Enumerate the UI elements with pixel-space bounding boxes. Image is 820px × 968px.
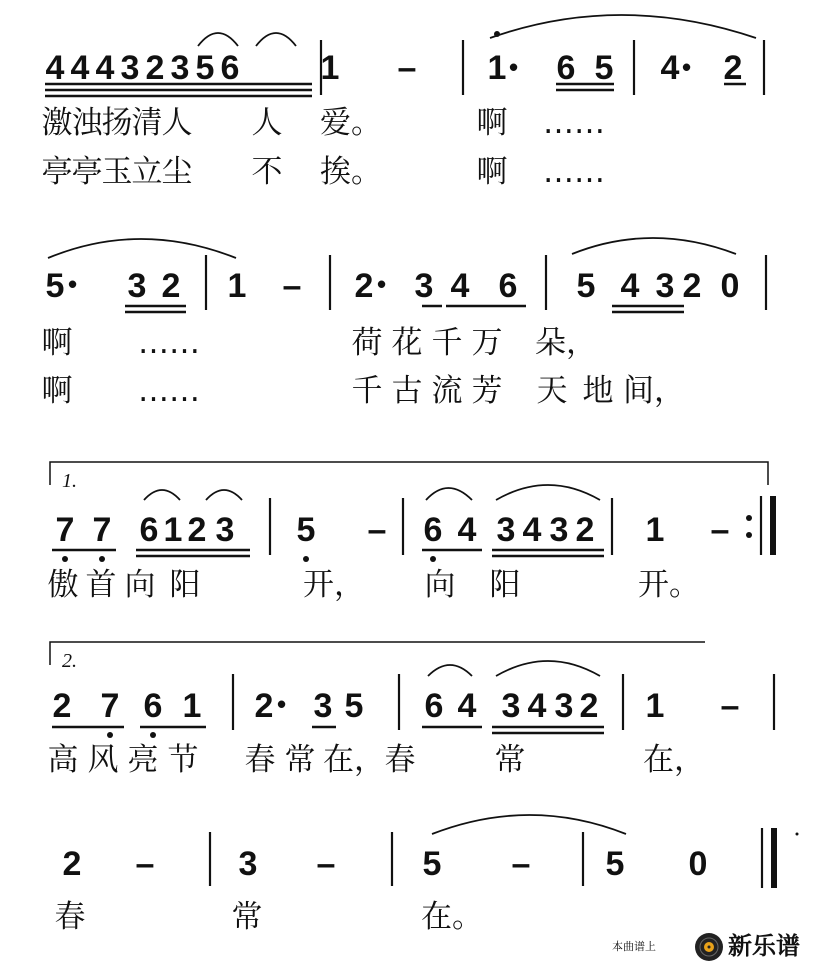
jianpu-note: 1 — [487, 49, 507, 87]
jianpu-note: 1 — [645, 511, 665, 549]
low-octave-dot — [430, 556, 436, 562]
jianpu-note: 1 — [182, 687, 202, 725]
low-octave-dot — [150, 732, 156, 738]
jianpu-note: 4 — [95, 49, 115, 87]
jianpu-note: 2 — [52, 687, 72, 725]
jianpu-note: 3 — [549, 511, 569, 549]
lyric-syllable: 亭 — [71, 154, 103, 190]
augmentation-dot: • — [277, 689, 287, 719]
jianpu-note: 3 — [215, 511, 235, 549]
lyric-syllable: 在。 — [421, 899, 483, 935]
jianpu-note: 5 — [576, 267, 596, 305]
jianpu-note: 1 — [227, 267, 247, 305]
lyric-syllable: 清 — [131, 105, 163, 141]
lyric-syllable: …… — [543, 105, 605, 141]
lyric-syllable: 啊 — [476, 105, 508, 141]
slur — [48, 239, 236, 258]
lyric-syllable: 尘 — [161, 154, 193, 190]
lyric-syllable: 朵， — [535, 325, 597, 361]
volta-label: 2. — [62, 650, 77, 672]
augmentation-dot: • — [509, 52, 519, 82]
lyric-syllable: 开。 — [638, 567, 700, 603]
jianpu-note: 6 — [556, 49, 576, 87]
jianpu-note: 3 — [120, 49, 140, 87]
jianpu-note: 2 — [161, 267, 181, 305]
jianpu-note: 6 — [423, 511, 443, 549]
jianpu-note: 5 — [605, 845, 625, 883]
lyric-syllable: 花 — [391, 325, 423, 361]
lyric-syllable: 开， — [303, 567, 365, 603]
jianpu-note: 3 — [170, 49, 190, 87]
slur — [432, 815, 626, 834]
jianpu-note: 2 — [145, 49, 165, 87]
jianpu-note: 7 — [100, 687, 120, 725]
jianpu-note: 3 — [554, 687, 574, 725]
jianpu-note: 2 — [254, 687, 274, 725]
lyric-syllable: …… — [138, 373, 200, 409]
slur — [490, 15, 756, 38]
lyric-syllable: 千 — [431, 325, 463, 361]
augmentation-dot: • — [682, 52, 692, 82]
jianpu-note: 4 — [522, 511, 542, 549]
lyric-syllable: 万 — [471, 325, 503, 361]
jianpu-note: 3 — [127, 267, 147, 305]
lyric-syllable: 春 — [384, 742, 416, 778]
jianpu-note: 6 — [424, 687, 444, 725]
lyric-syllable: 激 — [41, 105, 73, 141]
low-octave-dot — [99, 556, 105, 562]
jianpu-note: 5 — [422, 845, 442, 883]
jianpu-note: 0 — [720, 267, 740, 305]
lyric-syllable: 人 — [251, 105, 283, 141]
lyric-syllable: 玉 — [101, 154, 133, 190]
jianpu-note: 2 — [354, 267, 374, 305]
jianpu-note: 3 — [501, 687, 521, 725]
jianpu-note: – — [367, 511, 387, 549]
slur — [206, 490, 242, 500]
lyric-syllable: 常 — [231, 899, 263, 935]
low-octave-dot — [303, 556, 309, 562]
jianpu-note: 6 — [498, 267, 518, 305]
jianpu-note: 3 — [313, 687, 333, 725]
lyric-syllable: 春 — [54, 899, 86, 935]
lyric-syllable: 常 — [494, 742, 526, 778]
jianpu-note: – — [720, 687, 740, 725]
jianpu-note: 2 — [575, 511, 595, 549]
jianpu-note: 3 — [655, 267, 675, 305]
lyric-syllable: 古 — [391, 373, 423, 409]
jianpu-note: 4 — [457, 687, 477, 725]
lyric-syllable: …… — [543, 154, 605, 190]
lyric-syllable: 地 — [582, 373, 614, 409]
jianpu-note: 6 — [143, 687, 163, 725]
footer-brand: 新乐谱 — [728, 932, 800, 960]
jianpu-note: 2 — [723, 49, 743, 87]
volta-label: 1. — [62, 470, 77, 492]
lyric-syllable: 爱。 — [320, 105, 382, 141]
jianpu-note: 5 — [344, 687, 364, 725]
augmentation-dot: • — [377, 269, 387, 299]
jianpu-note: 5 — [45, 267, 65, 305]
slur — [496, 485, 600, 500]
lyric-syllable: 浊 — [71, 105, 103, 141]
lyric-syllable: 向 — [124, 567, 156, 603]
lyric-syllable: 人 — [161, 105, 193, 141]
jianpu-note: 1 — [320, 49, 340, 87]
jianpu-note: 2 — [62, 845, 82, 883]
repeat-dot — [746, 515, 752, 521]
lyric-syllable: 荷 — [351, 325, 383, 361]
lyric-syllable: 挨。 — [320, 154, 382, 190]
jianpu-note: 4 — [457, 511, 477, 549]
lyric-syllable: 在， — [643, 742, 705, 778]
lyric-syllable: 千 — [351, 373, 383, 409]
lyric-syllable: 高 — [47, 742, 79, 778]
jianpu-note: – — [397, 49, 417, 87]
lyric-syllable: 亮 — [127, 742, 159, 778]
slur — [428, 665, 472, 676]
lyric-syllable: 不 — [251, 154, 283, 190]
jianpu-note: 4 — [450, 267, 470, 305]
lyric-syllable: 立 — [131, 154, 163, 190]
volta-bracket-2 — [50, 642, 705, 665]
slur — [426, 488, 472, 500]
jianpu-note: 2 — [187, 511, 207, 549]
low-octave-dot — [107, 732, 113, 738]
jianpu-note: 3 — [496, 511, 516, 549]
lyric-syllable: 阳 — [489, 567, 521, 603]
lyric-syllable: 常 — [284, 742, 316, 778]
jianpu-note: – — [316, 845, 336, 883]
repeat-dot — [746, 532, 752, 538]
lyric-syllable: 向 — [424, 567, 456, 603]
vinyl-record-icon — [694, 932, 724, 962]
lyric-syllable: 节 — [167, 742, 199, 778]
jianpu-note: 5 — [594, 49, 614, 87]
lyric-syllable: 傲 — [47, 567, 79, 603]
jianpu-note: 4 — [620, 267, 640, 305]
high-octave-dot — [494, 31, 500, 37]
lyric-syllable: 首 — [85, 567, 117, 603]
lyric-syllable: 春 — [244, 742, 276, 778]
lyric-syllable: 扬 — [101, 105, 133, 141]
lyric-syllable: 天 — [536, 373, 568, 409]
jianpu-note: 4 — [45, 49, 65, 87]
lyric-syllable: 风 — [87, 742, 119, 778]
lyric-syllable: 啊 — [41, 373, 73, 409]
jianpu-note: 1 — [163, 511, 183, 549]
jianpu-note: 7 — [92, 511, 112, 549]
jianpu-note: 7 — [55, 511, 75, 549]
jianpu-note: 2 — [579, 687, 599, 725]
jianpu-note: 0 — [688, 845, 708, 883]
augmentation-dot: • — [68, 269, 78, 299]
slur — [256, 33, 296, 46]
volta-bracket-1 — [50, 462, 768, 485]
jianpu-note: 3 — [414, 267, 434, 305]
jianpu-note: – — [282, 267, 302, 305]
slur — [198, 33, 238, 46]
jianpu-note: 5 — [296, 511, 316, 549]
jianpu-note: – — [135, 845, 155, 883]
lyric-syllable: 亭 — [41, 154, 73, 190]
lyric-syllable: 阳 — [169, 567, 201, 603]
slur — [496, 661, 600, 676]
jianpu-note: – — [511, 845, 531, 883]
jianpu-note: 1 — [645, 687, 665, 725]
jianpu-note: 6 — [220, 49, 240, 87]
jianpu-note: 6 — [139, 511, 159, 549]
jianpu-note: 4 — [70, 49, 90, 87]
jianpu-note: 4 — [660, 49, 680, 87]
slur — [144, 490, 180, 500]
jianpu-note: 3 — [238, 845, 258, 883]
jianpu-note: – — [710, 511, 730, 549]
lyric-syllable: 流 — [431, 373, 463, 409]
lyric-syllable: 芳 — [471, 373, 503, 409]
lyric-syllable: …… — [138, 325, 200, 361]
ink-dot — [796, 833, 799, 836]
jianpu-note: 4 — [527, 687, 547, 725]
footer-credit: 本曲谱上 — [612, 940, 656, 953]
lyric-syllable: 啊 — [476, 154, 508, 190]
slur — [572, 238, 736, 254]
jianpu-note: 2 — [682, 267, 702, 305]
jianpu-note: 5 — [195, 49, 215, 87]
low-octave-dot — [62, 556, 68, 562]
lyric-syllable: 间， — [623, 373, 685, 409]
lyric-syllable: 在， — [323, 742, 385, 778]
lyric-syllable: 啊 — [41, 325, 73, 361]
